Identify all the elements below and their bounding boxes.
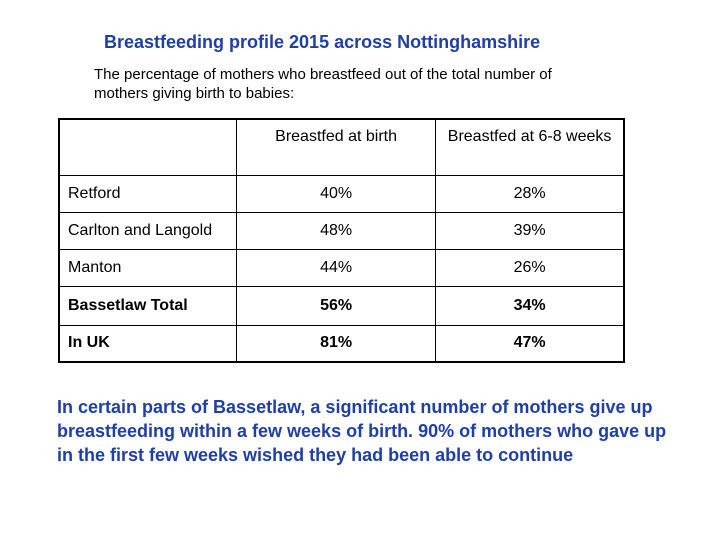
table-row xyxy=(59,175,624,212)
row-label: Manton xyxy=(59,249,236,286)
cell-birth: 40% xyxy=(236,175,435,212)
breastfeeding-table xyxy=(58,118,625,363)
cell-weeks: 39% xyxy=(436,212,624,249)
row-label: In UK xyxy=(59,325,236,362)
table-row xyxy=(59,212,624,249)
cell-birth: 56% xyxy=(236,286,435,325)
page-subtitle: The percentage of mothers who breastfeed out of the total number of mothers giving birth to babies: xyxy=(94,66,552,102)
cell-birth: 48% xyxy=(236,212,435,249)
page-title: Breastfeeding profile 2015 across Nottinghamshire xyxy=(104,32,541,52)
cell-weeks: 28% xyxy=(436,175,624,212)
table-header-weeks: Breastfed at 6-8 weeks xyxy=(436,119,624,175)
cell-birth: 44% xyxy=(236,249,435,286)
table-header-row xyxy=(59,119,624,175)
row-label: Carlton and Langold xyxy=(59,212,236,249)
cell-weeks: 26% xyxy=(436,249,624,286)
table-header-empty xyxy=(59,119,236,175)
table-header-birth: Breastfed at birth xyxy=(236,119,435,175)
table-row xyxy=(59,325,624,362)
row-label: Retford xyxy=(59,175,236,212)
cell-birth: 81% xyxy=(236,325,435,362)
table-row xyxy=(59,286,624,325)
summary-note: In certain parts of Bassetlaw, a significant number of mothers give up breastfeeding within a few weeks of birth. 90% of mothers who gave up in the first few weeks wished they had been able to continue xyxy=(57,397,667,465)
cell-weeks: 34% xyxy=(436,286,624,325)
cell-weeks: 47% xyxy=(436,325,624,362)
table-row xyxy=(59,249,624,286)
row-label: Bassetlaw Total xyxy=(59,286,236,325)
